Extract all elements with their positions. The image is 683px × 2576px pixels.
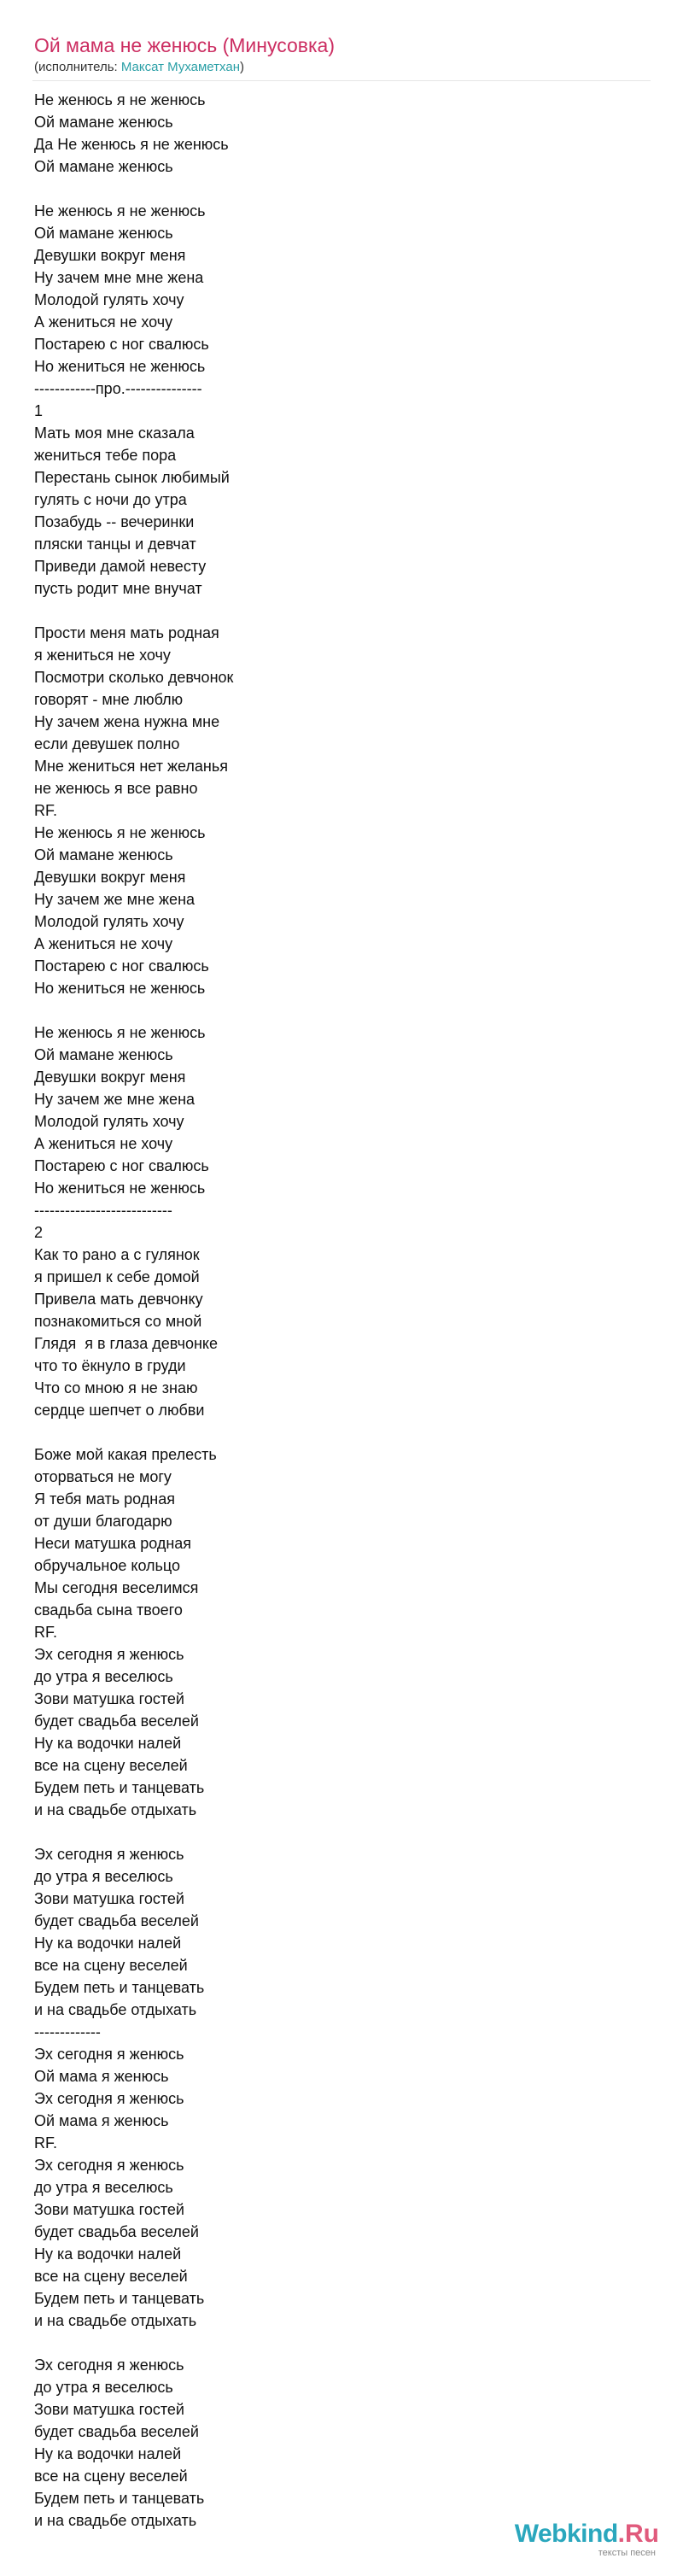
lyric-line: Как то рано а с гулянок [34,1246,200,1263]
lyric-line: Перестань сынок любимый [34,469,230,486]
lyric-line: Ой мамане женюсь [34,1046,173,1063]
lyric-line: Будем петь и танцевать [34,1779,205,1796]
logo-tld: .Ru [617,2520,659,2548]
lyric-line: Не женюсь я не женюсь [34,1024,206,1041]
lyric-line: Постарею с ног свалюсь [34,957,209,975]
lyric-line: Позабудь -- вечеринки [34,513,195,530]
lyric-line: познакомиться со мной [34,1313,202,1330]
lyric-line: и на свадьбе отдыхать [34,2312,197,2329]
lyric-line: Эх сегодня я женюсь [34,1646,184,1663]
lyric-line: Зови матушка гостей [34,1890,184,1907]
lyric-line: RF. [34,802,57,819]
lyric-line: Посмотри сколько девчонок [34,669,234,686]
lyric-line: Девушки вокруг меня [34,1068,186,1086]
lyric-line: Ой мама я женюсь [34,2112,169,2129]
header-divider [32,80,651,81]
lyric-line: Ой мамане женюсь [34,846,173,864]
lyric-line: сердце шепчет о любви [34,1402,205,1419]
lyric-line: 1 [34,402,44,419]
lyric-line: Ну ка водочки налей [34,2245,182,2263]
lyric-line: Зови матушка гостей [34,1690,184,1707]
lyric-line: Прости меня мать родная [34,624,219,641]
artist-suffix: ) [239,60,244,74]
lyric-line: Привела мать девчонку [34,1291,203,1308]
lyric-line: Глядя я в глаза девчонке [34,1335,218,1352]
lyric-line: пляски танцы и девчат [34,536,196,553]
lyric-line: говорят - мне люблю [34,691,184,708]
lyric-line: Неси матушка родная [34,1535,192,1552]
lyric-line: Ну зачем же мне жена [34,891,196,908]
lyric-line: до утра я веселюсь [34,1868,173,1885]
lyric-line: оторваться не могу [34,1468,172,1485]
lyric-line: обручальное кольцо [34,1557,181,1574]
lyric-line: ------------про.--------------- [34,380,202,397]
lyric-line: ------------- [34,2023,101,2040]
lyric-line: Девушки вокруг меня [34,247,186,264]
lyric-line [34,1421,632,1443]
lyric-line: я жениться не хочу [34,647,171,664]
lyric-line: от души благодарю [34,1513,172,1530]
lyric-line: и на свадьбе отдыхать [34,1801,197,1818]
lyric-line: Ну зачем мне мне жена [34,269,204,286]
lyric-line: до утра я веселюсь [34,1668,173,1685]
lyric-line: Молодой гулять хочу [34,1113,184,1130]
lyric-line: Ну ка водочки налей [34,1735,182,1752]
lyric-line: Но жениться не женюсь [34,1180,206,1197]
lyric-line: Не женюсь я не женюсь [34,824,206,841]
lyric-line: Зови матушка гостей [34,2201,184,2218]
lyric-line: А жениться не хочу [34,313,173,331]
lyric-line: Ну ка водочки налей [34,2445,182,2462]
lyric-line: Ой мамане женюсь [34,114,173,131]
lyric-line: будет свадьба веселей [34,1912,199,1929]
lyric-line: Будем петь и танцевать [34,1979,205,1996]
lyric-line: Девушки вокруг меня [34,869,186,886]
lyric-line: Но жениться не женюсь [34,358,206,375]
lyric-line: все на сцену веселей [34,2268,188,2285]
lyric-line [34,1821,632,1843]
lyric-line [34,2332,632,2354]
lyric-line: гулять с ночи до утра [34,491,187,508]
lyric-line: Боже мой какая прелесть [34,1446,217,1463]
artist-prefix: (исполнитель: [34,60,121,74]
lyric-line: пусть родит мне внучат [34,580,202,597]
lyric-line: Ой мамане женюсь [34,158,173,175]
lyric-line: 2 [34,1224,44,1241]
lyric-line: все на сцену веселей [34,1957,188,1974]
lyric-line [34,178,632,200]
lyric-line: Эх сегодня я женюсь [34,2046,184,2063]
lyric-line: будет свадьба веселей [34,2223,199,2240]
lyric-line: --------------------------- [34,1202,172,1219]
lyric-line: Мне жениться нет желанья [34,758,228,775]
lyric-line: А жениться не хочу [34,1135,173,1152]
lyric-line: Я тебя мать родная [34,1490,175,1508]
lyric-line: Постарею с ног свалюсь [34,1157,209,1174]
lyric-line: Но жениться не женюсь [34,980,206,997]
lyric-line: будет свадьба веселей [34,1712,199,1730]
lyric-line: Не женюсь я не женюсь [34,202,206,220]
lyric-line: Эх сегодня я женюсь [34,2356,184,2374]
lyric-line: Зови матушка гостей [34,2401,184,2418]
lyric-line: Молодой гулять хочу [34,913,184,930]
song-title: Ой мама не женюсь (Минусовка) [34,34,336,56]
lyric-line: Что со мною я не знаю [34,1379,198,1396]
lyric-line: RF. [34,2134,57,2152]
logo-name: Webkind [514,2520,618,2548]
lyric-line: Молодой гулять хочу [34,291,184,308]
logo-tagline: тексты песен [598,2548,656,2558]
lyrics-text [34,89,632,2532]
lyric-line: и на свадьбе отдыхать [34,2001,197,2018]
lyric-line: если девушек полно [34,735,180,752]
song-header [34,32,649,76]
lyric-line [34,600,632,622]
lyric-line: Эх сегодня я женюсь [34,1846,184,1863]
lyric-line: что то ёкнуло в груди [34,1357,186,1374]
lyric-line: Не женюсь я не женюсь [34,91,206,108]
lyric-line: будет свадьба веселей [34,2423,199,2440]
lyric-line: Эх сегодня я женюсь [34,2157,184,2174]
lyric-line: Постарею с ног свалюсь [34,336,209,353]
lyric-line: Будем петь и танцевать [34,2290,205,2307]
lyric-line: Приведи дамой невесту [34,558,207,575]
lyric-line: все на сцену веселей [34,1757,188,1774]
lyric-line: RF. [34,1624,57,1641]
artist-link[interactable]: Максат Мухаметхан [120,60,240,74]
lyric-line: я пришел к себе домой [34,1268,200,1285]
lyric-line: до утра я веселюсь [34,2379,173,2396]
lyric-line: Будем петь и танцевать [34,2490,205,2507]
lyric-line: до утра я веселюсь [34,2179,173,2196]
lyric-line: не женюсь я все равно [34,780,198,797]
lyric-line: Ой мамане женюсь [34,225,173,242]
lyric-line: Ну ка водочки налей [34,1935,182,1952]
lyric-line [34,999,632,1022]
lyric-line: А жениться не хочу [34,935,173,952]
lyric-line: Ну зачем же мне жена [34,1091,196,1108]
lyric-line: жениться тебе пора [34,447,177,464]
lyric-line: свадьба сына твоего [34,1601,183,1619]
artist-line [34,59,649,76]
lyric-line: Ну зачем жена нужна мне [34,713,220,730]
site-logo[interactable] [515,2521,659,2558]
lyric-line: Ой мама я женюсь [34,2068,169,2085]
lyric-line: Эх сегодня я женюсь [34,2090,184,2107]
lyric-line: Мы сегодня веселимся [34,1579,199,1596]
lyric-line: все на сцену веселей [34,2468,188,2485]
lyric-line: Да Не женюсь я не женюсь [34,136,229,153]
lyric-line: и на свадьбе отдыхать [34,2512,197,2529]
lyric-line: Мать моя мне сказала [34,424,195,442]
